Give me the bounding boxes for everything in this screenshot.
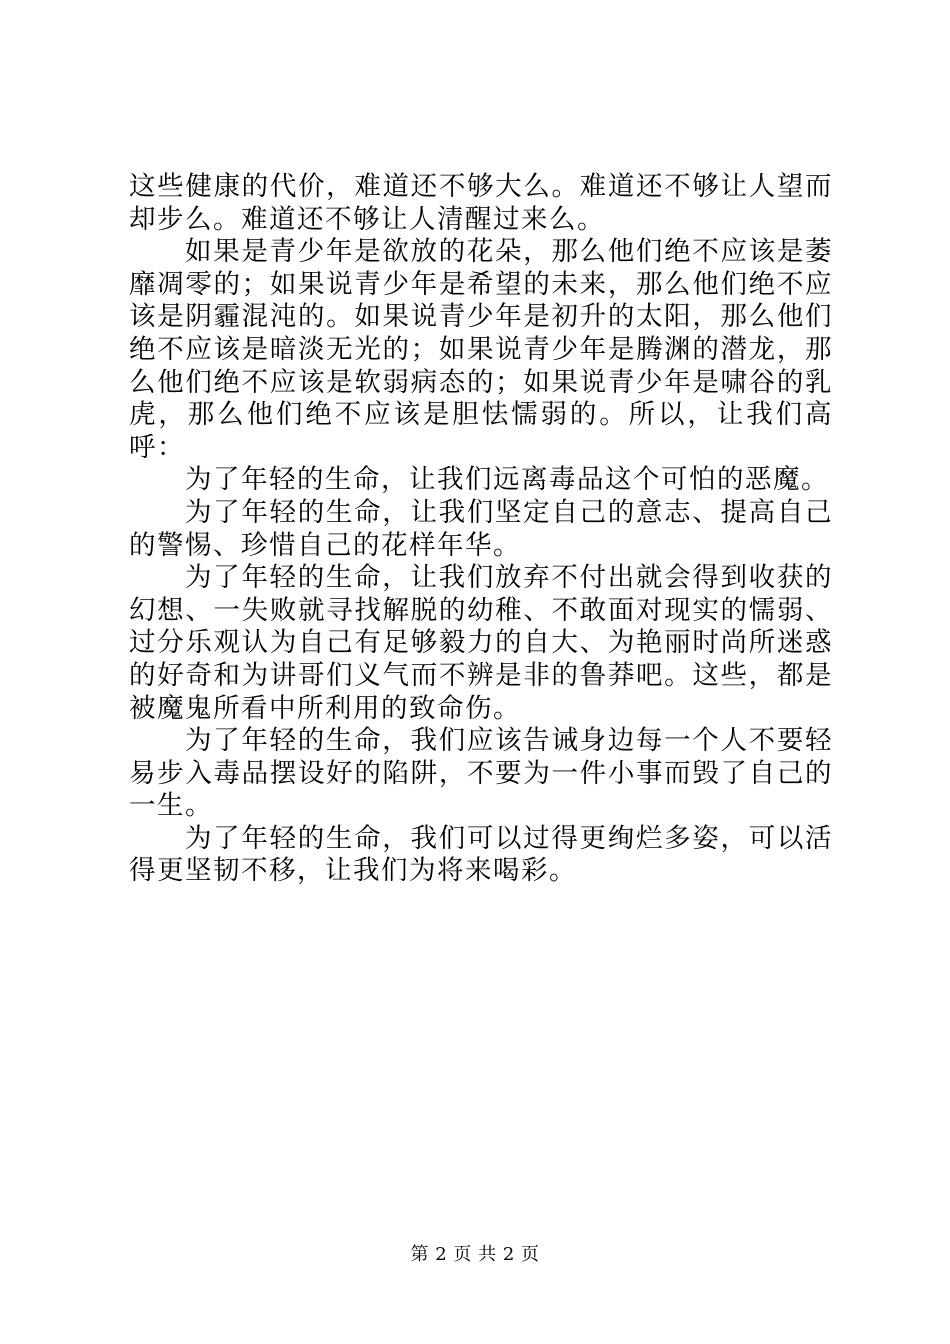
paragraph-5: 为了年轻的生命，让我们放弃不付出就会得到收获的幻想、一失败就寻找解脱的幼稚、不敢面对现实的懦弱、过分乐观认为自己有足够毅力的自大、为艳丽时尚所迷惑的好奇和为讲哥们义气而不辨是非的鲁莽吧。这些，都是被魔鬼所看中所利用的致命伤。	[129, 562, 833, 724]
paragraph-1: 这些健康的代价，难道还不够大么。难道还不够让人望而却步么。难道还不够让人清醒过来么。	[129, 171, 833, 235]
paragraph-7: 为了年轻的生命，我们可以过得更绚烂多姿，可以活得更坚韧不移，让我们为将来喝彩。	[129, 822, 833, 887]
paragraph-3: 为了年轻的生命，让我们远离毒品这个可怕的恶魔。	[185, 464, 829, 496]
page-number-footer: 第 2 页 共 2 页	[410, 1244, 540, 1265]
paragraph-6: 为了年轻的生命，我们应该告诫身边每一个人不要轻易步入毒品摆设好的陷阱，不要为一件小事而毁了自己的一生。	[129, 725, 833, 822]
paragraph-2: 如果是青少年是欲放的花朵，那么他们绝不应该是萎靡凋零的；如果说青少年是希望的未来，那么他们绝不应该是阴霾混沌的。如果说青少年是初升的太阳，那么他们绝不应该是暗淡无光的；如果说青少年是腾渊的潜龙，那么他们绝不应该是软弱病态的；如果说青少年是啸谷的乳虎，那么他们绝不应该是胆怯懦弱的。所以，让我们高呼：	[129, 236, 833, 463]
paragraph-4: 为了年轻的生命，让我们坚定自己的意志、提高自己的警惕、珍惜自己的花样年华。	[129, 496, 833, 561]
document-body	[129, 171, 833, 888]
